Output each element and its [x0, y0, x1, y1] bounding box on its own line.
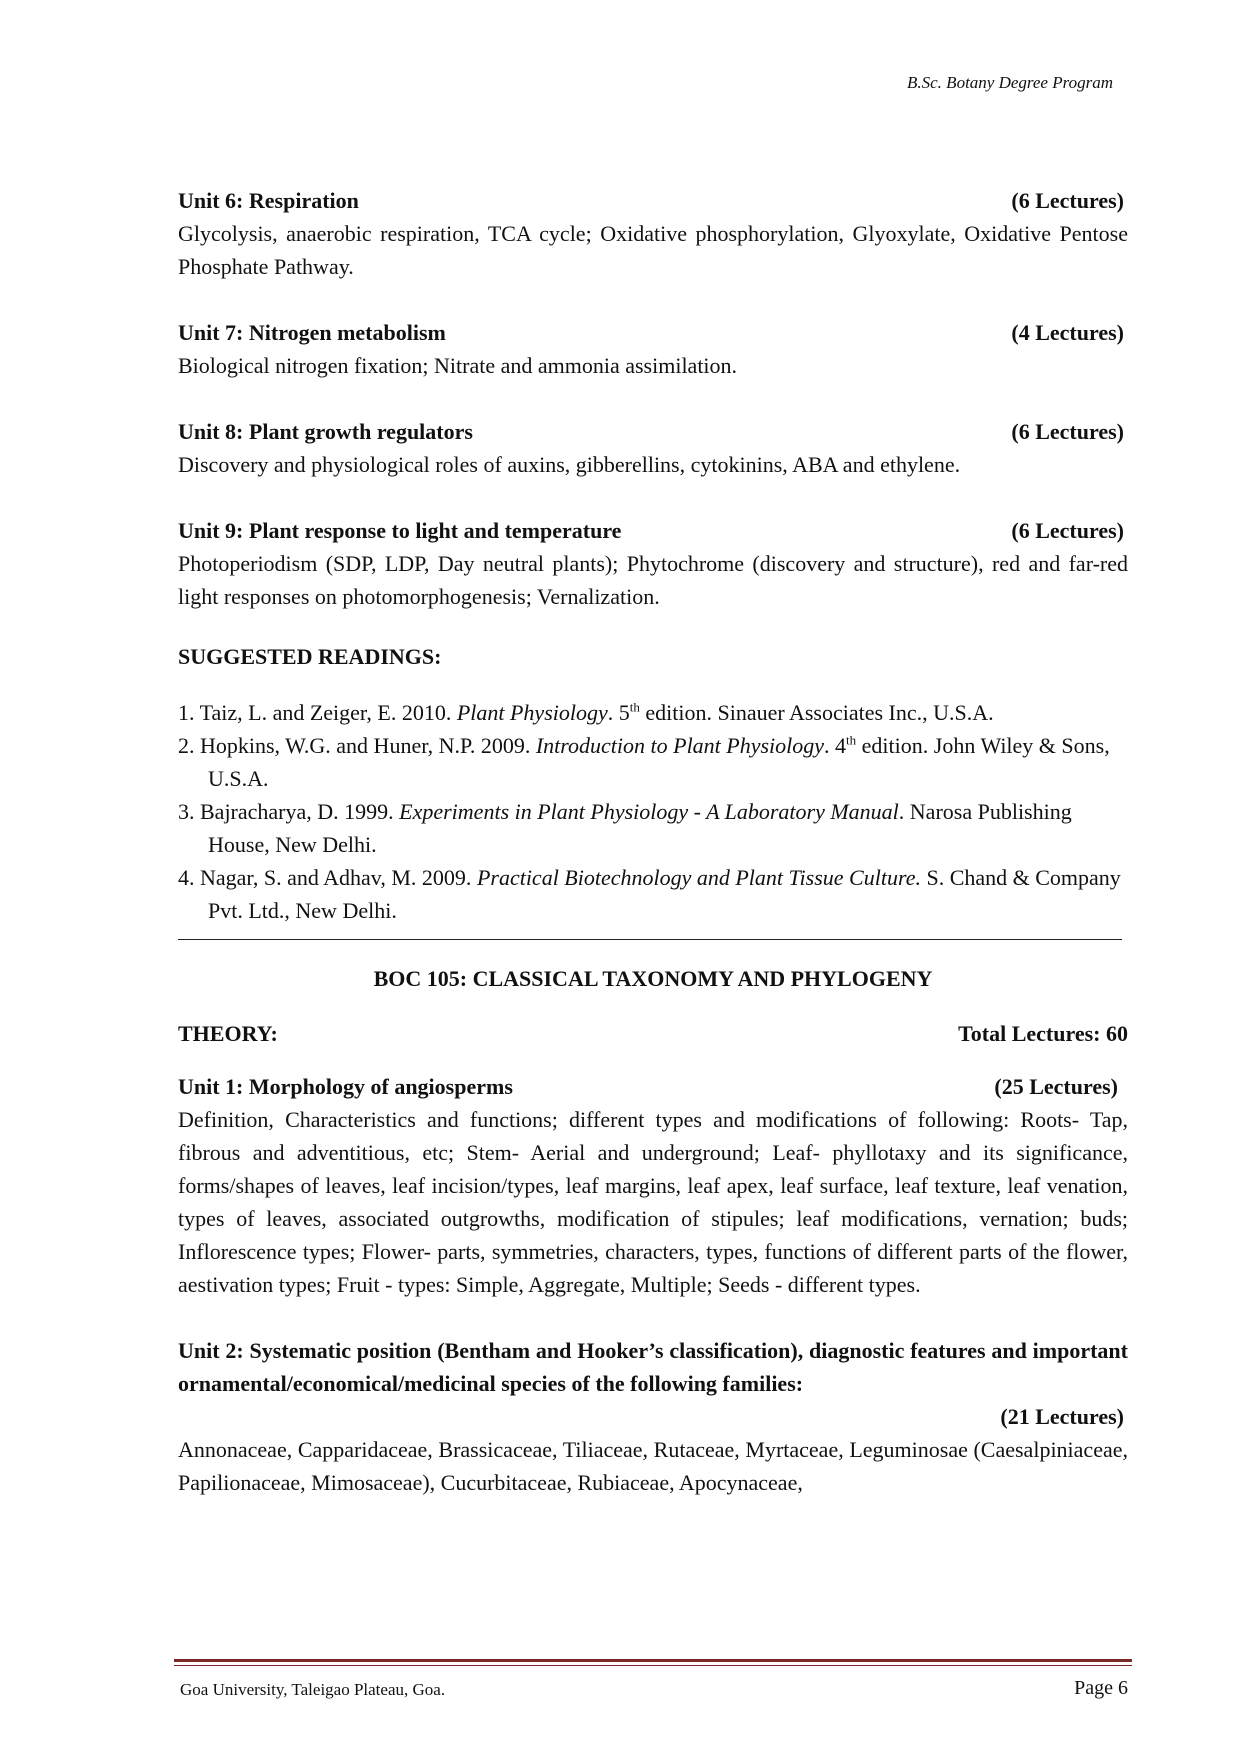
unit-title: Unit 1: Morphology of angiosperms — [178, 1074, 513, 1099]
unit-title: Unit 6: Respiration — [178, 188, 359, 213]
unit-title: Unit 2: Systematic position (Bentham and Hooker’s classification), diagnostic features and important ornamental/economical/medicinal species of the following families: — [178, 1338, 1128, 1396]
unit-body: Photoperiodism (SDP, LDP, Day neutral plants); Phytochrome (discovery and structure), red and far-red light responses on photomorphogenesis; Vernalization. — [178, 551, 1128, 609]
unit-lectures: (21 Lectures) — [1000, 1404, 1124, 1429]
boc-unit-2 — [178, 1334, 1128, 1499]
unit-lectures: (6 Lectures) — [1011, 518, 1124, 543]
unit-6 — [178, 184, 1128, 283]
theory-label: THEORY: — [178, 1021, 278, 1046]
unit-body: Discovery and physiological roles of auxins, gibberellins, cytokinins, ABA and ethylene. — [178, 452, 961, 477]
reading-item: 4. Nagar, S. and Adhav, M. 2009. Practical Biotechnology and Plant Tissue Culture. S. Chand & Company Pvt. Ltd., New Delhi. — [178, 865, 1121, 923]
page-content — [178, 184, 1128, 1532]
unit-body: Glycolysis, anaerobic respiration, TCA cycle; Oxidative phosphorylation, Glyoxylate, Oxidative Pentose Phosphate Pathway. — [178, 221, 1128, 279]
unit-lectures: (6 Lectures) — [1011, 188, 1124, 213]
theory-row — [178, 1017, 1128, 1050]
unit-7 — [178, 316, 1128, 382]
footer-rule-thin — [174, 1665, 1132, 1666]
unit-title: Unit 7: Nitrogen metabolism — [178, 320, 446, 345]
page-number: Page 6 — [1074, 1677, 1128, 1699]
course-title: BOC 105: CLASSICAL TAXONOMY AND PHYLOGENY — [373, 966, 933, 991]
reading-item: 3. Bajracharya, D. 1999. Experiments in Plant Physiology - A Laboratory Manual. Narosa Publishing House, New Delhi. — [178, 799, 1072, 857]
unit-9 — [178, 514, 1128, 613]
section-divider — [178, 939, 1122, 940]
suggested-readings-title: SUGGESTED READINGS: — [178, 644, 442, 669]
unit-title: Unit 8: Plant growth regulators — [178, 419, 473, 444]
boc-unit-1 — [178, 1070, 1128, 1301]
unit-lectures: (4 Lectures) — [1011, 320, 1124, 345]
unit-8 — [178, 415, 1128, 481]
unit-body: Biological nitrogen fixation; Nitrate and ammonia assimilation. — [178, 353, 738, 378]
unit-lectures: (6 Lectures) — [1011, 419, 1124, 444]
total-lectures: Total Lectures: 60 — [958, 1021, 1128, 1046]
unit-body: Definition, Characteristics and functions; different types and modifications of following: Roots- Tap, fibrous and adventitious, etc; Stem- Aerial and underground; Leaf- phyllotaxy and its significance, forms/shapes of leaves, leaf incision/types, leaf margins, leaf apex, leaf surface, leaf texture, leaf venation, types of leaves, associated outgrowths, modification of stipules; leaf modifications, vernation; buds; Inflorescence types; Flower- parts, symmetries, characters, types, functions of different parts of the flower, aestivation types; Fruit - types: Simple, Aggregate, Multiple; Seeds - different types. — [178, 1107, 1128, 1297]
footer-institution: Goa University, Taleigao Plateau, Goa. — [180, 1680, 446, 1699]
unit-body: Annonaceae, Capparidaceae, Brassicaceae, Tiliaceae, Rutaceae, Myrtaceae, Leguminosae (Caesalpiniaceae, Papilionaceae, Mimosaceae), Cucurbitaceae, Rubiaceae, Apocynaceae, — [178, 1437, 1128, 1495]
readings-list — [178, 696, 1128, 927]
unit-title: Unit 9: Plant response to light and temperature — [178, 518, 622, 543]
running-header: B.Sc. Botany Degree Program — [907, 73, 1113, 92]
reading-item: 1. Taiz, L. and Zeiger, E. 2010. Plant Physiology. 5th edition. Sinauer Associates Inc., U.S.A. — [178, 699, 994, 725]
unit-lectures: (25 Lectures) — [994, 1074, 1118, 1099]
footer-rule-thick — [174, 1659, 1132, 1662]
reading-item: 2. Hopkins, W.G. and Huner, N.P. 2009. Introduction to Plant Physiology. 4th edition. John Wiley & Sons, U.S.A. — [178, 732, 1110, 791]
